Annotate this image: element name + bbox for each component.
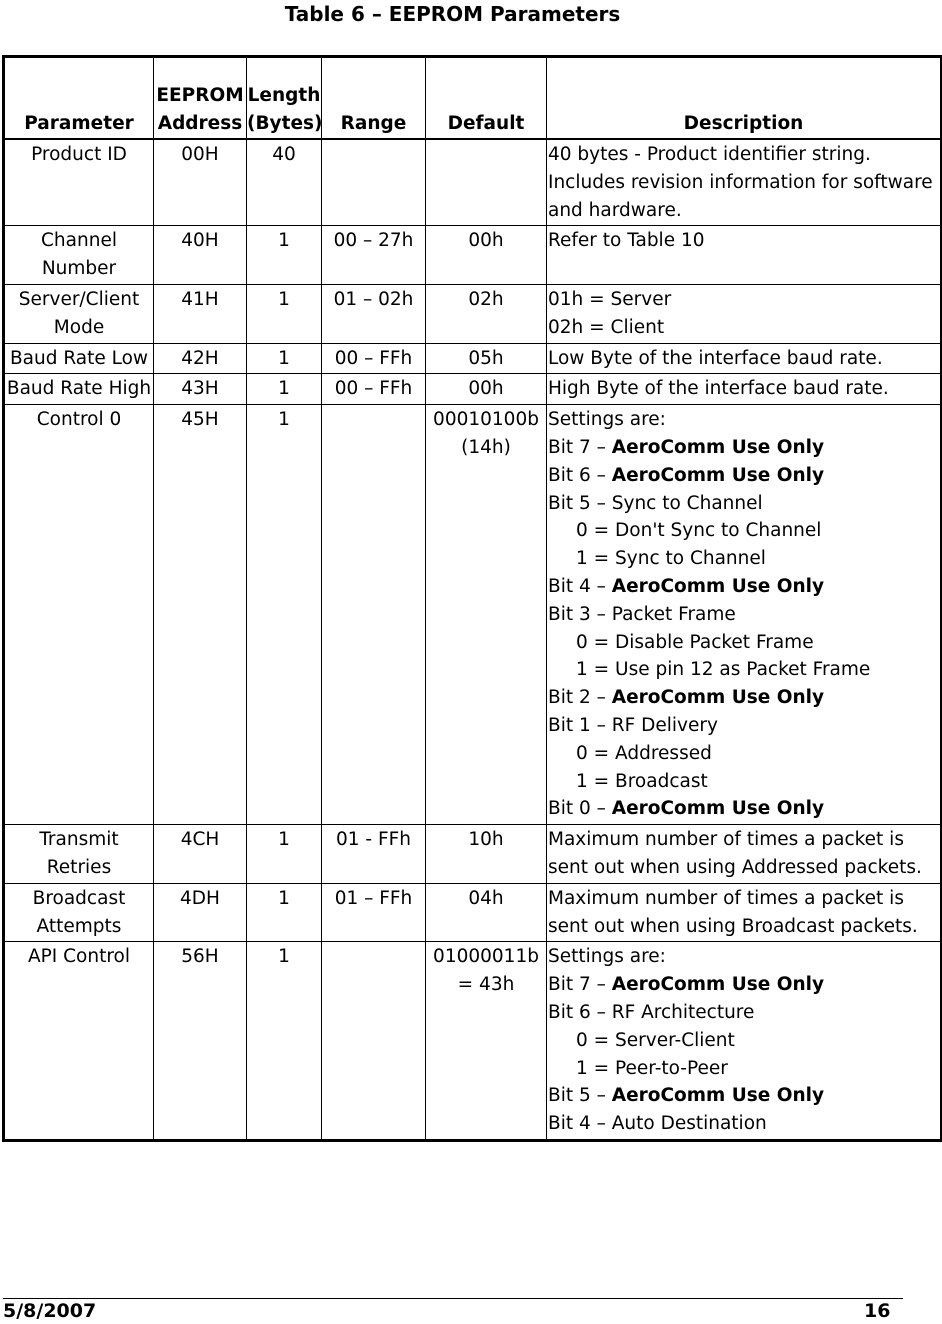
cell-range: 00 – FFh: [322, 374, 426, 405]
bit-line: [548, 795, 939, 823]
bit-value: AeroComm Use Only: [611, 1085, 825, 1107]
cell-address: 40H: [154, 226, 247, 285]
cell-description: [547, 942, 942, 1141]
bit-line: [548, 573, 939, 601]
cell-range: [322, 942, 426, 1141]
cell-description: [547, 825, 942, 884]
bit-label: Bit 5 –: [548, 1085, 612, 1107]
cell-default: 00010100b (14h): [426, 405, 547, 825]
bit-label: Bit 2 –: [548, 687, 612, 709]
eeprom-parameters-table: [2, 55, 942, 1142]
cell-description: [547, 374, 942, 405]
cell-parameter: Baud Rate Low: [4, 343, 154, 374]
description-line: 01h = Server: [548, 288, 672, 310]
cell-default: 00h: [426, 374, 547, 405]
cell-default: 00h: [426, 226, 547, 285]
cell-parameter: Baud Rate High: [4, 374, 154, 405]
cell-range: 01 - FFh: [322, 825, 426, 884]
bit-value: Sync to Channel: [611, 492, 763, 514]
cell-default: 10h: [426, 825, 547, 884]
description-intro: Settings are:: [548, 946, 666, 968]
cell-range: 01 – 02h: [322, 284, 426, 343]
bit-line: [548, 490, 939, 518]
description-line: High Byte of the interface baud rate.: [548, 378, 889, 400]
bit-label: Bit 6 –: [548, 1001, 612, 1023]
cell-address: 43H: [154, 374, 247, 405]
description-line: Maximum number of times a packet is sent out when using Broadcast packets.: [548, 887, 918, 937]
footer-divider: [3, 1298, 903, 1299]
bit-line: [548, 1082, 939, 1110]
cell-description: [547, 405, 942, 825]
description-line: 02h = Client: [548, 316, 665, 338]
bit-label: Bit 4 –: [548, 1113, 612, 1135]
cell-default: 05h: [426, 343, 547, 374]
cell-length: 1: [247, 226, 322, 285]
description-line: Refer to Table 10: [548, 230, 705, 252]
bit-option: 0 = Server-Client: [576, 1029, 735, 1051]
bit-value: AeroComm Use Only: [611, 464, 825, 486]
bit-option: 1 = Broadcast: [576, 770, 708, 792]
bit-label: Bit 7 –: [548, 436, 612, 458]
bit-option: 0 = Disable Packet Frame: [576, 631, 814, 653]
cell-default: [426, 139, 547, 226]
bit-value: AeroComm Use Only: [611, 798, 825, 820]
cell-range: [322, 405, 426, 825]
bit-label: Bit 1 –: [548, 714, 612, 736]
bit-line: [548, 999, 939, 1027]
bit-line: [548, 684, 939, 712]
cell-length: 1: [247, 374, 322, 405]
cell-parameter: Control 0: [4, 405, 154, 825]
cell-parameter: API Control: [4, 942, 154, 1141]
bit-label: Bit 4 –: [548, 575, 612, 597]
footer-page-number: 16: [864, 1300, 891, 1322]
table-row: [4, 883, 942, 942]
cell-default: 04h: [426, 883, 547, 942]
cell-length: 1: [247, 825, 322, 884]
table-row: [4, 825, 942, 884]
bit-option: 1 = Sync to Channel: [576, 548, 766, 570]
cell-address: 4CH: [154, 825, 247, 884]
header-length: Length (Bytes): [247, 57, 322, 140]
bit-value: Packet Frame: [611, 603, 736, 625]
cell-parameter: Channel Number: [4, 226, 154, 285]
header-range: Range: [322, 57, 426, 140]
bit-line: [548, 462, 939, 490]
cell-range: [322, 139, 426, 226]
bit-line: [548, 601, 939, 629]
cell-description: [547, 139, 942, 226]
bit-line: [548, 1110, 939, 1138]
cell-address: 56H: [154, 942, 247, 1141]
table-row: [4, 942, 942, 1141]
bit-line: [548, 434, 939, 462]
header-description: Description: [547, 57, 942, 140]
cell-parameter: Broadcast Attempts: [4, 883, 154, 942]
bit-label: Bit 7 –: [548, 974, 612, 996]
cell-default: 02h: [426, 284, 547, 343]
bit-value: AeroComm Use Only: [611, 436, 825, 458]
cell-length: 1: [247, 883, 322, 942]
bit-value: Auto Destination: [611, 1113, 767, 1135]
cell-range: 00 – FFh: [322, 343, 426, 374]
description-line: 40 bytes - Product identifier string. Includes revision information for software and hardware.: [548, 144, 933, 221]
cell-range: 01 – FFh: [322, 883, 426, 942]
bit-line: [548, 971, 939, 999]
bit-label: Bit 5 –: [548, 492, 612, 514]
cell-length: 1: [247, 942, 322, 1141]
bit-value: AeroComm Use Only: [611, 974, 825, 996]
cell-range: 00 – 27h: [322, 226, 426, 285]
table-row: [4, 343, 942, 374]
bit-option: 0 = Addressed: [576, 742, 712, 764]
cell-parameter: Product ID: [4, 139, 154, 226]
cell-address: 00H: [154, 139, 247, 226]
cell-default: 01000011b = 43h: [426, 942, 547, 1141]
table-row: [4, 139, 942, 226]
header-row: [4, 57, 942, 140]
cell-address: 41H: [154, 284, 247, 343]
cell-address: 45H: [154, 405, 247, 825]
cell-length: 1: [247, 405, 322, 825]
header-default: Default: [426, 57, 547, 140]
cell-parameter: Server/Client Mode: [4, 284, 154, 343]
cell-description: [547, 343, 942, 374]
table-title: Table 6 – EEPROM Parameters: [284, 2, 621, 26]
cell-address: 4DH: [154, 883, 247, 942]
bit-value: RF Delivery: [611, 714, 718, 736]
description-line: Low Byte of the interface baud rate.: [548, 347, 883, 369]
cell-address: 42H: [154, 343, 247, 374]
cell-parameter: Transmit Retries: [4, 825, 154, 884]
bit-label: Bit 0 –: [548, 798, 612, 820]
bit-option: 1 = Peer-to-Peer: [576, 1057, 728, 1079]
cell-length: 40: [247, 139, 322, 226]
bit-line: [548, 712, 939, 740]
bit-label: Bit 6 –: [548, 464, 612, 486]
description-intro: Settings are:: [548, 409, 666, 431]
description-line: Maximum number of times a packet is sent out when using Addressed packets.: [548, 829, 922, 878]
bit-value: AeroComm Use Only: [611, 575, 825, 597]
bit-label: Bit 3 –: [548, 603, 612, 625]
cell-length: 1: [247, 343, 322, 374]
header-eeprom-address: EEPROM Address: [154, 57, 247, 140]
table-body: [4, 139, 942, 1140]
table-row: [4, 405, 942, 825]
table-row: [4, 284, 942, 343]
bit-option: 0 = Don't Sync to Channel: [576, 520, 822, 542]
cell-length: 1: [247, 284, 322, 343]
cell-description: [547, 284, 942, 343]
bit-value: RF Architecture: [611, 1001, 755, 1023]
header-parameter: Parameter: [4, 57, 154, 140]
table-row: [4, 374, 942, 405]
bit-option: 1 = Use pin 12 as Packet Frame: [576, 659, 871, 681]
cell-description: [547, 226, 942, 285]
footer-date: 5/8/2007: [3, 1300, 97, 1322]
bit-value: AeroComm Use Only: [611, 687, 825, 709]
table-row: [4, 226, 942, 285]
cell-description: [547, 883, 942, 942]
